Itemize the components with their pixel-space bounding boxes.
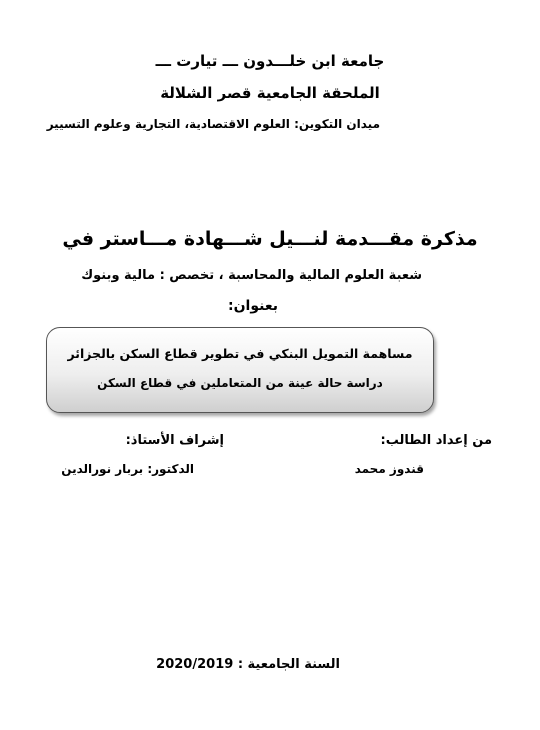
supervisor-label: إشراف الأستاذ: — [125, 433, 224, 448]
university-name: جامعة ابن خلـــدون ـــ تيارت ـــ — [155, 52, 385, 70]
titled-label: بعنوان: — [228, 298, 278, 314]
student-name: قندوز محمد — [354, 462, 424, 476]
thesis-title-box — [46, 327, 434, 413]
academic-year-value: 2020/2019 — [156, 657, 234, 672]
thesis-subtitle: دراسة حالة عينة من المتعاملين في قطاع السكن — [97, 376, 383, 390]
field-of-study: ميدان التكوين: العلوم الاقتصادية، التجارية وعلوم التسيير — [46, 117, 380, 131]
branch-specialty: شعبة العلوم المالية والمحاسبة ، تخصص : مالية وبنوك — [81, 268, 422, 283]
academic-year-label: السنة الجامعية : — [237, 657, 340, 672]
memo-title: مذكرة مقـــدمة لنـــيل شـــهادة مـــاستر في — [62, 228, 478, 250]
thesis-title: مساهمة التمويل البنكي في تطوير قطاع السكن بالجزائر — [67, 346, 413, 361]
supervisor-name: الدكتور: بربار نورالدين — [61, 462, 194, 476]
academic-year — [156, 657, 340, 672]
prepared-by-label: من إعداد الطالب: — [380, 433, 492, 448]
annex-name: الملحقة الجامعية قصر الشلالة — [160, 84, 380, 102]
